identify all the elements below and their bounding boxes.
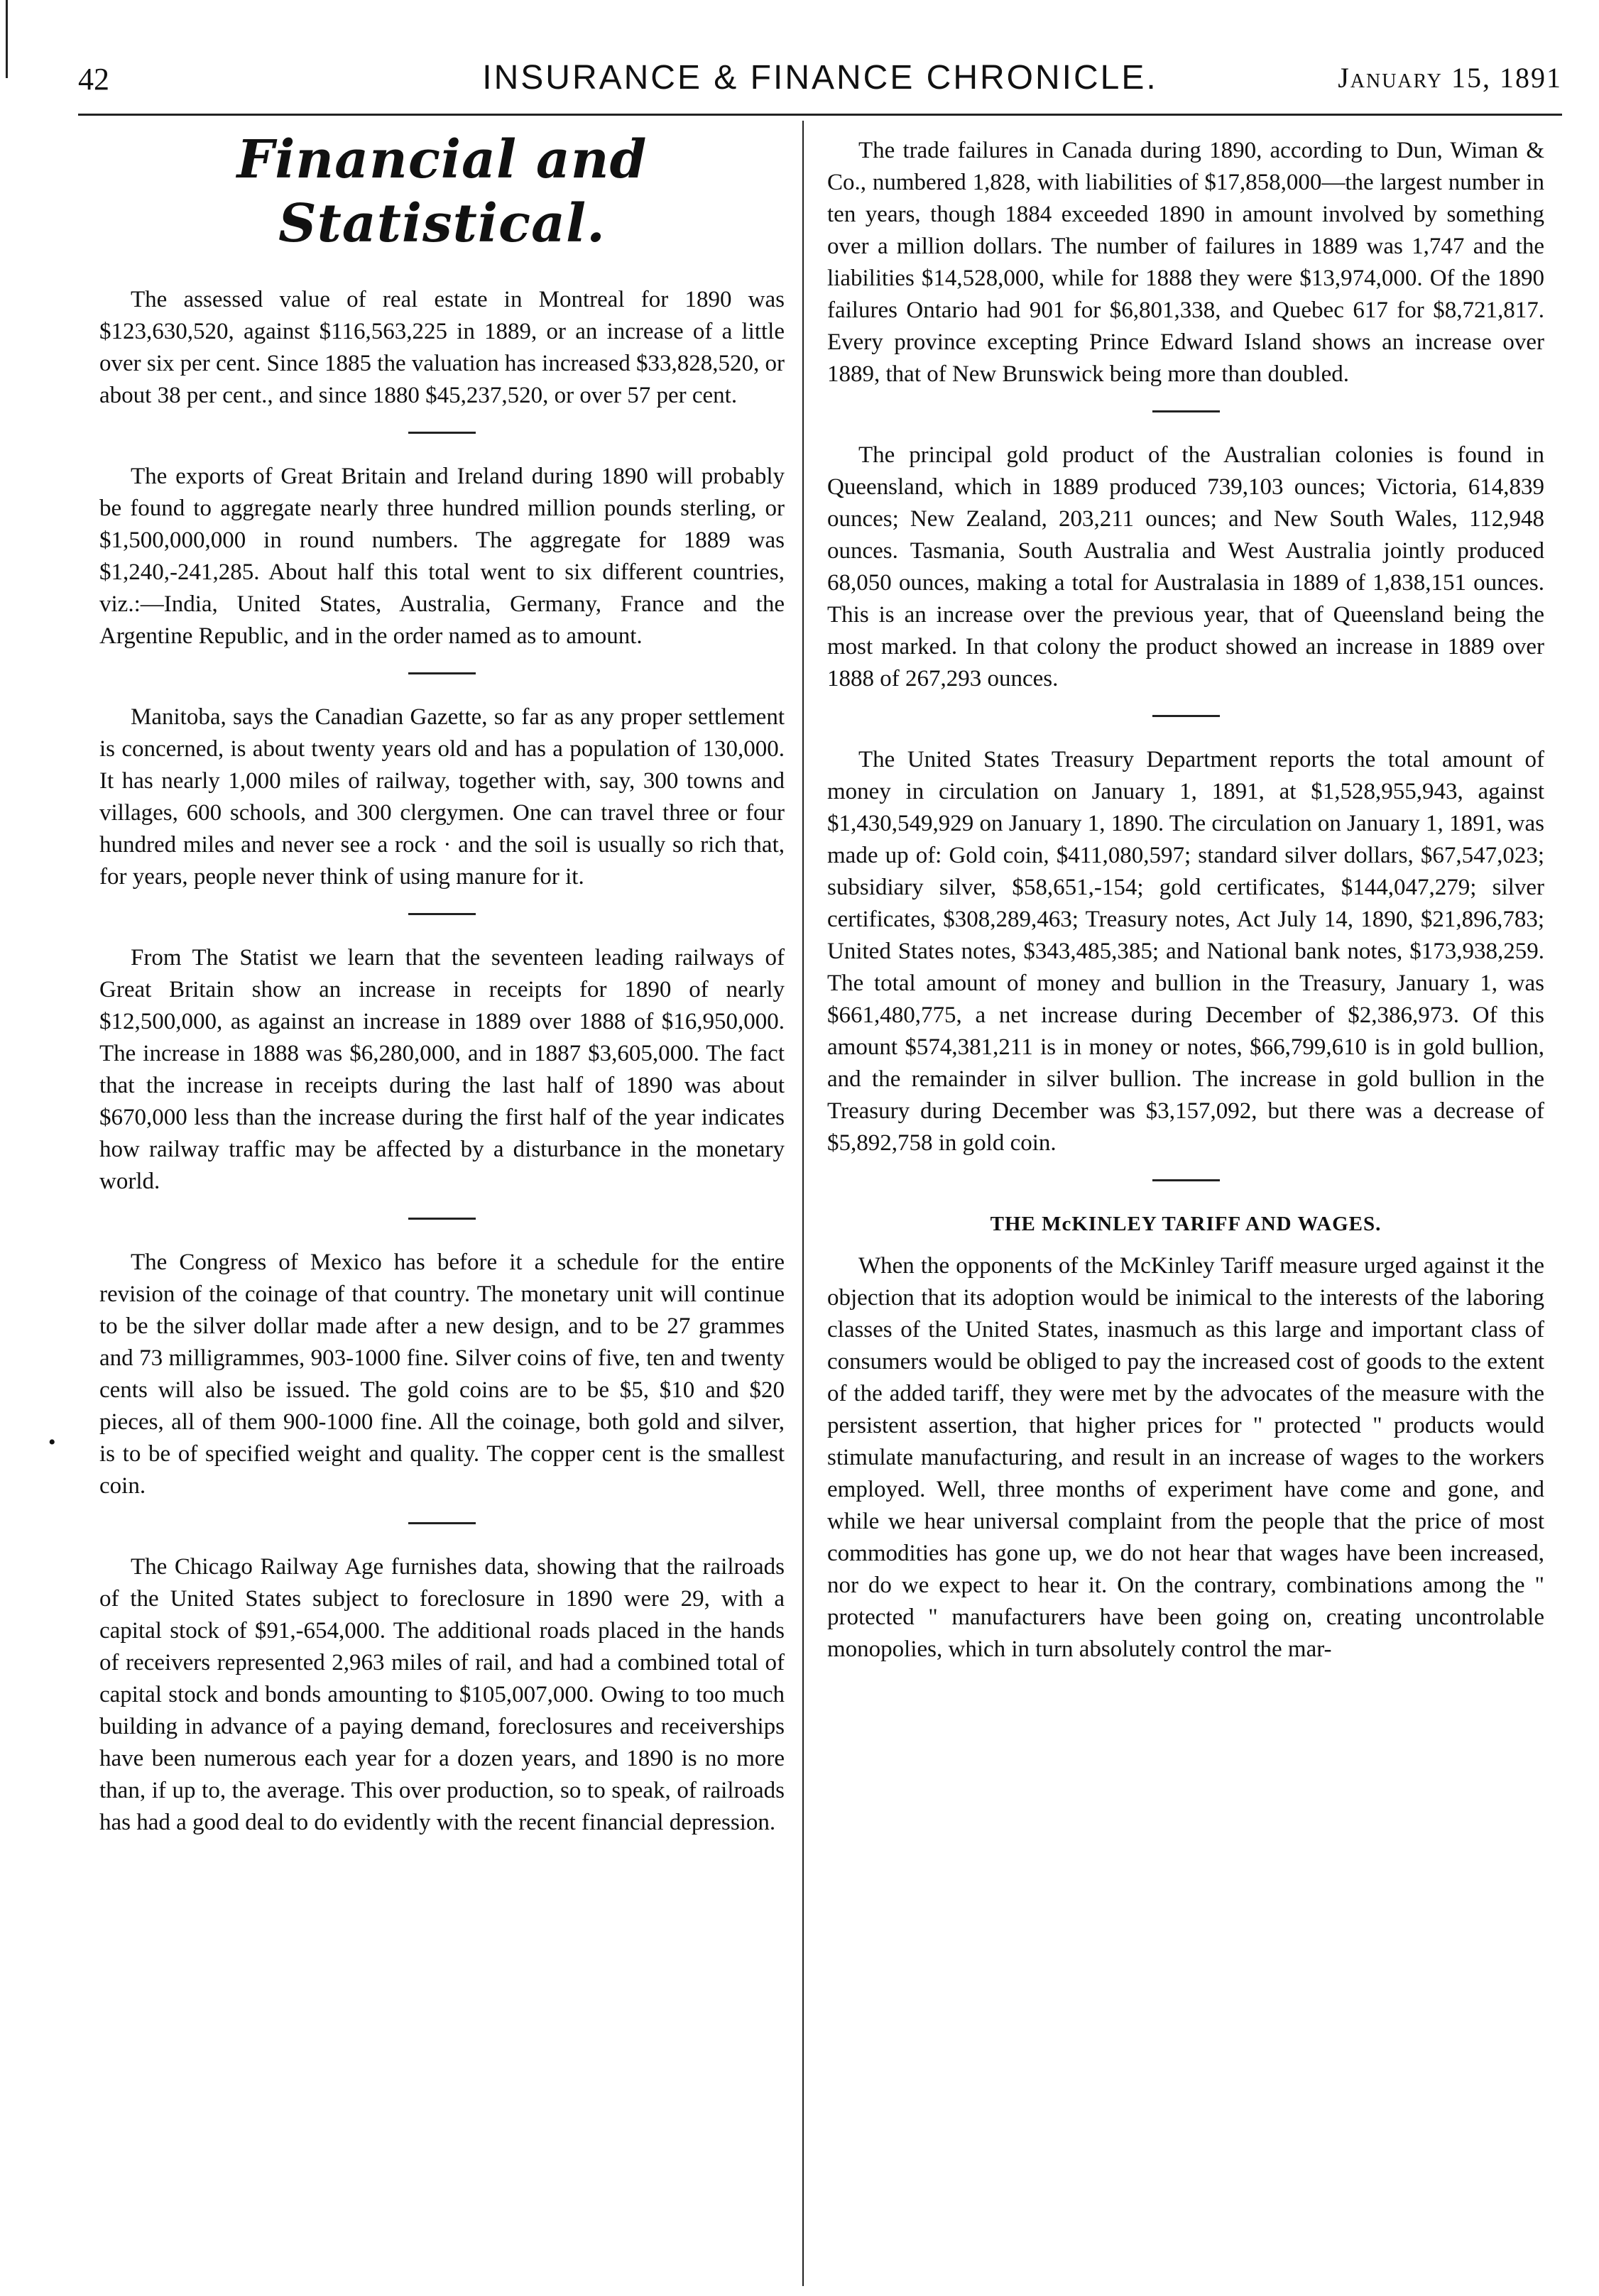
page-header <box>78 61 1562 111</box>
separator <box>408 913 476 915</box>
publication-title: INSURANCE & FINANCE CHRONICLE. <box>482 59 1158 97</box>
separator <box>1152 715 1220 717</box>
paragraph-australian-gold: The principal gold product of the Australian colonies is found in Queensland, which in 1889 produced 739,103 ounces; Victoria, 614,839 ounces; New Zealand, 203,211 ounces; and New South Wales, 112,948 ounces. Tasmania, South Australia and West Australia jointly produced 68,050 ounces, making a total for Australasia in 1889 of 1,838,151 ounces. This is an increase over the previous year, that of Queensland being the most marked. In that colony the product showed an increase in 1889 over 1888 of 267,293 ounces. <box>827 442 1544 691</box>
right-column <box>827 135 1544 1666</box>
issue-date: January 15, 1891 <box>1338 62 1562 94</box>
paragraph-british-railways: From The Statist we learn that the seventeen leading railways of Great Britain show an increase in receipts for 1890 of nearly $12,500,000, as against an increase in 1889 over 1888 of $16,950,000. The increase in 1888 was $6,280,000, and in 1887 $3,605,000. The fact that the increase in receipts during the last half of 1890 was about $670,000 less than the increase during the first half of the year indicates how railway traffic may be affected by a disturbance in the monetary world. <box>99 945 785 1194</box>
paragraph-us-treasury: The United States Treasury Department reports the total amount of money in circulation on January 1, 1891, at $1,528,955,943, against $1,430,549,929 on January 1, 1890. The circulation on January 1, 1891, was made up of: Gold coin, $411,080,597; standard silver dollars, $67,547,023; subsidiary silver, $58,651,-154; gold certificates, $144,047,279; silver certificates, $308,289,463; Treasury notes, Act July 14, 1890, $21,896,783; United States notes, $343,485,385; and National bank notes, $173,938,259. The total amount of money and bullion in the Treasury, January 1, was $661,480,775, a net increase during December of $2,386,973. Of this amount $574,381,211 is in money or notes, $66,799,610 is in gold bullion, and the remainder in silver bullion. The increase in gold bullion in the Treasury during December was $3,157,092, but there was a decrease of $5,892,758 in gold coin. <box>827 747 1544 1156</box>
header-rule <box>78 114 1562 116</box>
separator <box>408 1218 476 1220</box>
paragraph-manitoba: Manitoba, says the Canadian Gazette, so far as any proper settlement is concerned, is about twenty years old and has a population of 130,000. It has nearly 1,000 miles of railway, together with, say, 300 towns and villages, 600 schools, and 300 clergymen. One can travel three or four hundred miles and never see a rock · and the soil is usually so rich that, for years, people never think of using manure for it. <box>99 704 785 890</box>
article-body: When the opponents of the McKinley Tariff measure urged against it the objection that its adoption would be inimical to the interests of the laboring classes of the United States, inasmuch as this large and important class of consumers would be obliged to pay the increased cost of goods to the extent of the added tariff, they were met by the advocates of the measure with the persistent assertion, that higher prices for " protected " products would stimulate manufacturing, and result in an increase of wages to the workers employed. Well, three months of experiment have come and gone, and while we hear universal complaint from the people that the price of most commodities has gone up, we do not hear that wages have been increased, nor do we expect to hear it. On the contrary, combinations among the " protected " manufacturers have been going on, creating uncontrolable monopolies, which in turn absolutely control the mar- <box>827 1253 1544 1662</box>
paragraph-montreal-real-estate: The assessed value of real estate in Montreal for 1890 was $123,630,520, against $116,563,225 in 1889, or an increase of a little over six per cent. Since 1885 the valuation has increased $33,828,520, or about 38 per cent., and since 1880 $45,237,520, or over 57 per cent. <box>99 287 785 408</box>
separator <box>408 1522 476 1524</box>
page-edge-rule <box>6 0 8 78</box>
paragraph-trade-failures: The trade failures in Canada during 1890, according to Dun, Wiman & Co., numbered 1,828, with liabilities of $17,858,000—the largest number in ten years, though 1884 exceeded 1890 in amount involved by something over a million dollars. The number of failures in 1889 was 1,747 and the liabilities $14,528,000, while for 1888 they were $13,974,000. Of the 1890 failures Ontario had 901 for $6,801,338, and Quebec 617 for $8,721,817. Every province excepting Prince Edward Island shows an increase over 1889, that of New Brunswick being more than doubled. <box>827 138 1544 387</box>
page-number: 42 <box>78 62 109 97</box>
paragraph-us-railroads: The Chicago Railway Age furnishes data, showing that the railroads of the United States subject to foreclosure in 1890 were 29, with a capital stock of $91,-654,000. The additional roads placed in the hands of receivers represented 2,963 miles of rail, and had a combined total of capital stock and bonds amounting to $105,007,000. Owing to too much building in advance of a paying demand, foreclosures and receiverships have been numerous each year for a dozen years, and 1890 is no more than, if up to, the average. This over production, so to speak, of railroads has had a good deal to do evidently with the recent financial depression. <box>99 1554 785 1835</box>
separator <box>1152 410 1220 412</box>
separator <box>1152 1179 1220 1181</box>
article-heading: THE McKINLEY TARIFF AND WAGES. <box>990 1213 1382 1235</box>
separator <box>408 432 476 434</box>
separator <box>408 672 476 674</box>
paragraph-mexico-coinage: The Congress of Mexico has before it a schedule for the entire revision of the coinage of that country. The monetary unit will continue to be the silver dollar made after a new design, and to be 27 grammes and 73 milligrammes, 903-1000 fine. Silver coins of five, ten and twenty cents will also be issued. The gold coins are to be $5, $10 and $20 pieces, all of them 900-1000 fine. All the coinage, both gold and silver, is to be of specified weight and quality. The copper cent is the smallest coin. <box>99 1250 785 1499</box>
left-column <box>99 128 785 1839</box>
margin-mark: • <box>48 1431 56 1454</box>
column-divider <box>802 121 804 2286</box>
paragraph-exports-britain: The exports of Great Britain and Ireland during 1890 will probably be found to aggregate nearly three hundred million pounds sterling, or $1,500,000,000 in round numbers. The aggregate for 1889 was $1,240,-241,285. About half this total went to six different countries, viz.:—India, United States, Australia, Germany, France and the Argentine Republic, and in the order named as to amount. <box>99 464 785 649</box>
section-title: Financial and Statistical. <box>236 129 648 254</box>
